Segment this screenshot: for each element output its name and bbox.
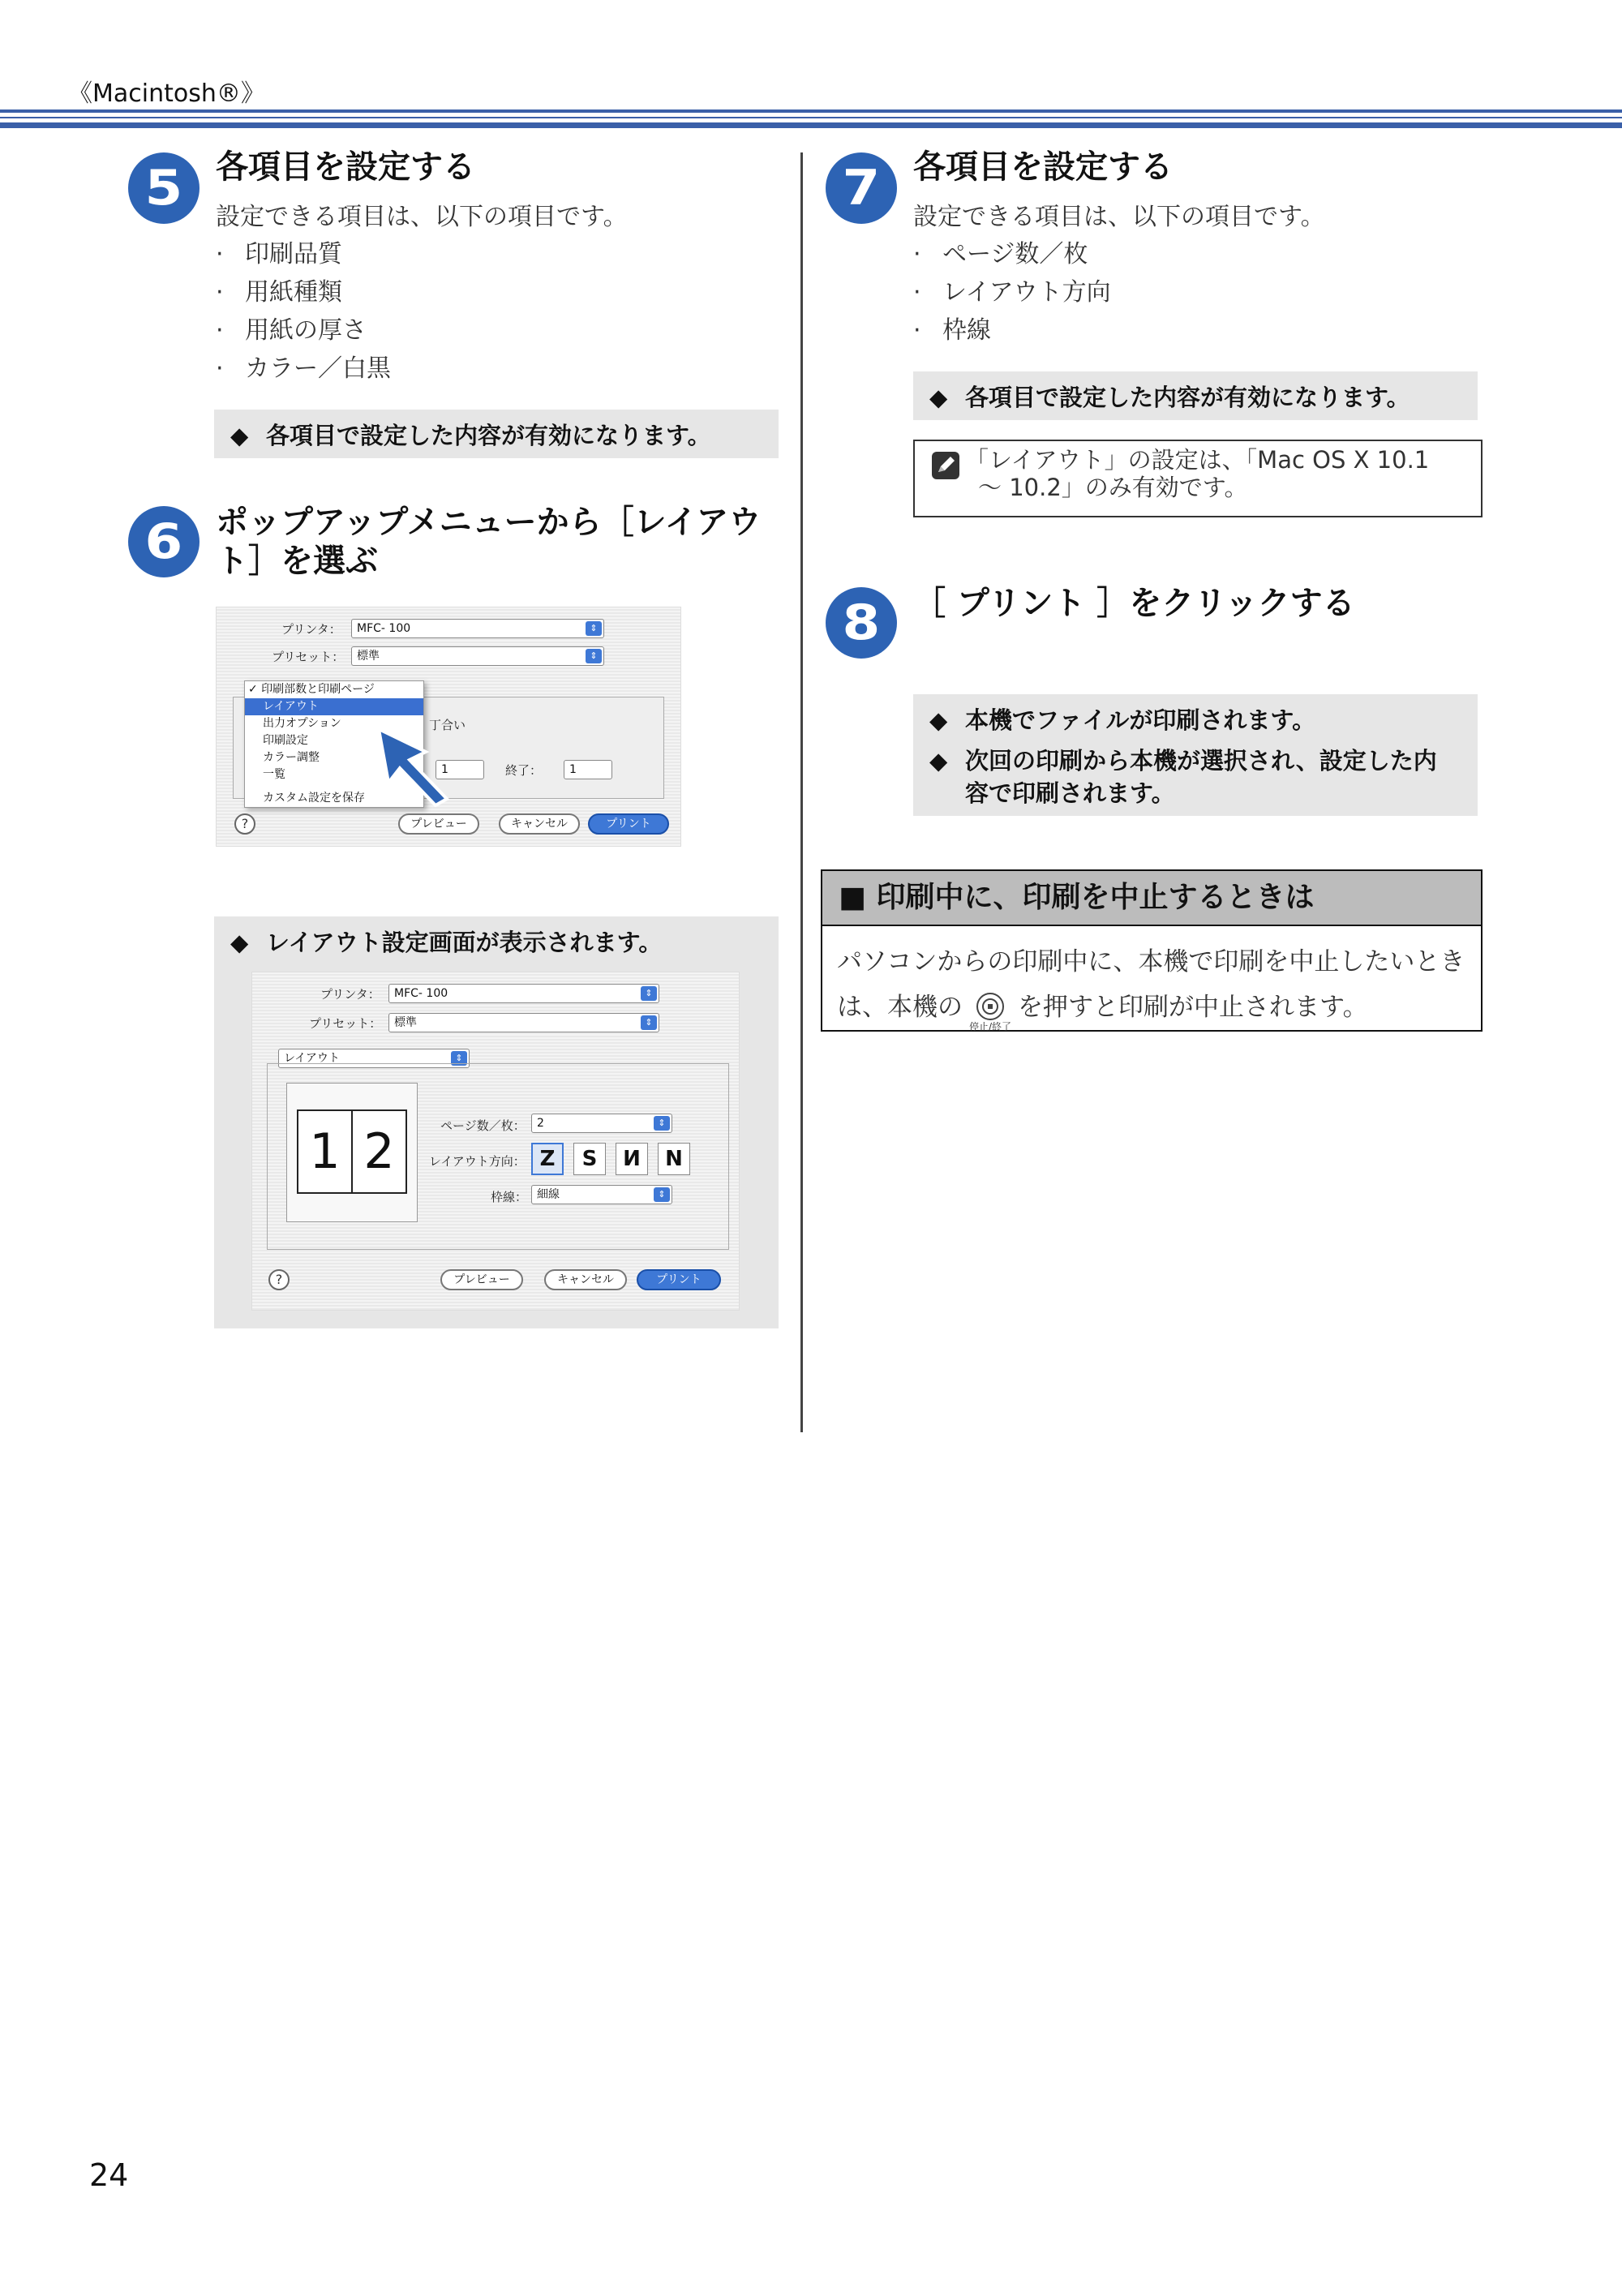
step-5-intro: 設定できる項目は、以下の項目です。 — [216, 203, 628, 231]
menu-item[interactable]: 一覧 — [263, 768, 285, 781]
print-dialog-screenshot — [216, 607, 681, 847]
stop-key — [969, 992, 1011, 1032]
border-select[interactable]: 細線 ⇕ — [531, 1185, 672, 1204]
layout-dialog-screenshot — [251, 972, 740, 1311]
menu-item-layout[interactable]: レイアウト — [245, 698, 423, 715]
step-6-note: レイアウト設定画面が表示されます。 — [266, 929, 663, 956]
step-7-list — [913, 235, 1111, 350]
step-7-note: 各項目で設定した内容が有効になります。 — [965, 384, 1410, 411]
section-body: パソコンからの印刷中に、本機で印刷を中止したいとき は、本機の 停止/終了 を押すと印刷が中止されます。 — [837, 947, 1465, 1032]
step-6-badge: 6 — [128, 506, 200, 577]
print-button[interactable]: プリント — [588, 813, 669, 835]
list-item: · ページ数／枚 — [913, 240, 1088, 268]
layout-preview — [286, 1083, 418, 1222]
memo-pencil-icon — [931, 451, 960, 480]
step-7-note-box — [913, 371, 1478, 420]
header-rule — [0, 109, 1622, 113]
step-5-list — [216, 235, 391, 388]
menu-item[interactable]: カラー調整 — [263, 751, 320, 764]
step-7-memo-box — [913, 440, 1483, 517]
list-item: · 用紙種類 — [216, 278, 342, 307]
collate-label: 丁合い — [429, 718, 466, 732]
step-5-title: 各項目を設定する — [216, 148, 475, 186]
step-5-note-box — [214, 410, 779, 458]
cancel-printing-section — [821, 869, 1483, 1032]
help-icon[interactable]: ? — [268, 1269, 290, 1290]
range-from-field[interactable]: 1 — [436, 760, 484, 779]
step-5-badge: 5 — [128, 152, 200, 224]
step-6-title: ポップアップメニューから［レイアウ ト］を選ぶ — [216, 504, 762, 580]
step-7-memo: 「レイアウト」の設定は、「Mac OS X 10.1 ～ 10.2」のみ有効です。 — [965, 446, 1430, 501]
preview-button[interactable]: プレビュー — [398, 813, 479, 835]
step-8-badge: 8 — [826, 587, 897, 659]
diamond-icon: ◆ — [230, 422, 249, 449]
page-number: 24 — [89, 2157, 129, 2193]
list-item: · 印刷品質 — [216, 240, 342, 268]
preset-label: プリセット： — [309, 1016, 382, 1031]
header-rule — [0, 117, 1622, 118]
diamond-icon: ◆ — [929, 384, 948, 411]
header-rule — [0, 122, 1622, 128]
step-8-note: 次回の印刷から本機が選択され、設定した内容で印刷されます。 — [965, 747, 1437, 807]
direction-s-icon[interactable]: S — [573, 1143, 606, 1175]
stop-button-icon — [976, 992, 1005, 1021]
menu-item[interactable]: 出力オプション — [263, 717, 341, 730]
step-6-note-box — [214, 916, 779, 1328]
pointer-arrow-icon — [377, 727, 450, 807]
preview-page-1: 1 — [298, 1111, 353, 1192]
preset-label: プリセット： — [272, 650, 345, 664]
direction-z-icon[interactable]: Z — [531, 1143, 564, 1175]
printer-label: プリンタ： — [281, 622, 341, 637]
direction-n-icon[interactable]: N — [658, 1143, 690, 1175]
list-item: · カラー／白黒 — [216, 354, 391, 383]
print-button[interactable]: プリント — [637, 1269, 721, 1290]
diamond-icon: ◆ — [929, 747, 948, 775]
printer-select[interactable]: MFC- 100 ⇕ — [388, 984, 659, 1003]
range-to-label: 終了： — [505, 763, 543, 778]
column-divider — [800, 152, 803, 1432]
range-to-field[interactable]: 1 — [564, 760, 612, 779]
menu-item[interactable]: ✓ 印刷部数と印刷ページ — [248, 683, 375, 696]
printer-select[interactable]: MFC- 100 ⇕ — [351, 619, 604, 638]
border-label: 枠線： — [491, 1190, 528, 1204]
step-8-note-box — [913, 694, 1478, 816]
header-title: 《Macintosh®》 — [68, 79, 265, 108]
printer-label: プリンタ： — [320, 987, 380, 1002]
pages-per-sheet-label: ページ数／枚： — [440, 1118, 526, 1133]
stop-key-label: 停止/終了 — [969, 1021, 1012, 1032]
list-item: · レイアウト方向 — [913, 278, 1111, 307]
step-7-badge: 7 — [826, 152, 897, 224]
panel-select[interactable]: レイアウト ⇕ — [278, 1049, 470, 1068]
menu-item[interactable]: カスタム設定を保存 — [263, 792, 365, 805]
list-item: · 用紙の厚さ — [216, 316, 367, 345]
step-5-note: 各項目で設定した内容が有効になります。 — [266, 422, 711, 449]
step-7-intro: 設定できる項目は、以下の項目です。 — [913, 203, 1325, 231]
layout-direction-label: レイアウト方向： — [429, 1154, 526, 1169]
preview-page-2: 2 — [363, 1123, 395, 1180]
pages-per-sheet-select[interactable]: 2 ⇕ — [531, 1114, 672, 1133]
preview-button[interactable]: プレビュー — [440, 1269, 523, 1290]
step-7-title: 各項目を設定する — [913, 148, 1173, 186]
step-8-title: ［ プリント ］をクリックする — [913, 585, 1355, 622]
diamond-icon: ◆ — [929, 706, 948, 734]
preset-select[interactable]: 標準 ⇕ — [388, 1013, 659, 1032]
menu-item[interactable]: 印刷設定 — [263, 734, 308, 747]
cancel-button[interactable]: キャンセル — [499, 813, 580, 835]
step-8-note: 本機でファイルが印刷されます。 — [965, 706, 1316, 734]
section-title: ■ 印刷中に、印刷を中止するときは — [822, 871, 1481, 926]
cancel-button[interactable]: キャンセル — [544, 1269, 627, 1290]
diamond-icon: ◆ — [230, 929, 249, 956]
help-icon[interactable]: ? — [234, 813, 255, 835]
preset-select[interactable]: 標準 ⇕ — [351, 646, 604, 666]
list-item: · 枠線 — [913, 316, 991, 345]
direction-n-reverse-icon[interactable]: И — [616, 1143, 648, 1175]
